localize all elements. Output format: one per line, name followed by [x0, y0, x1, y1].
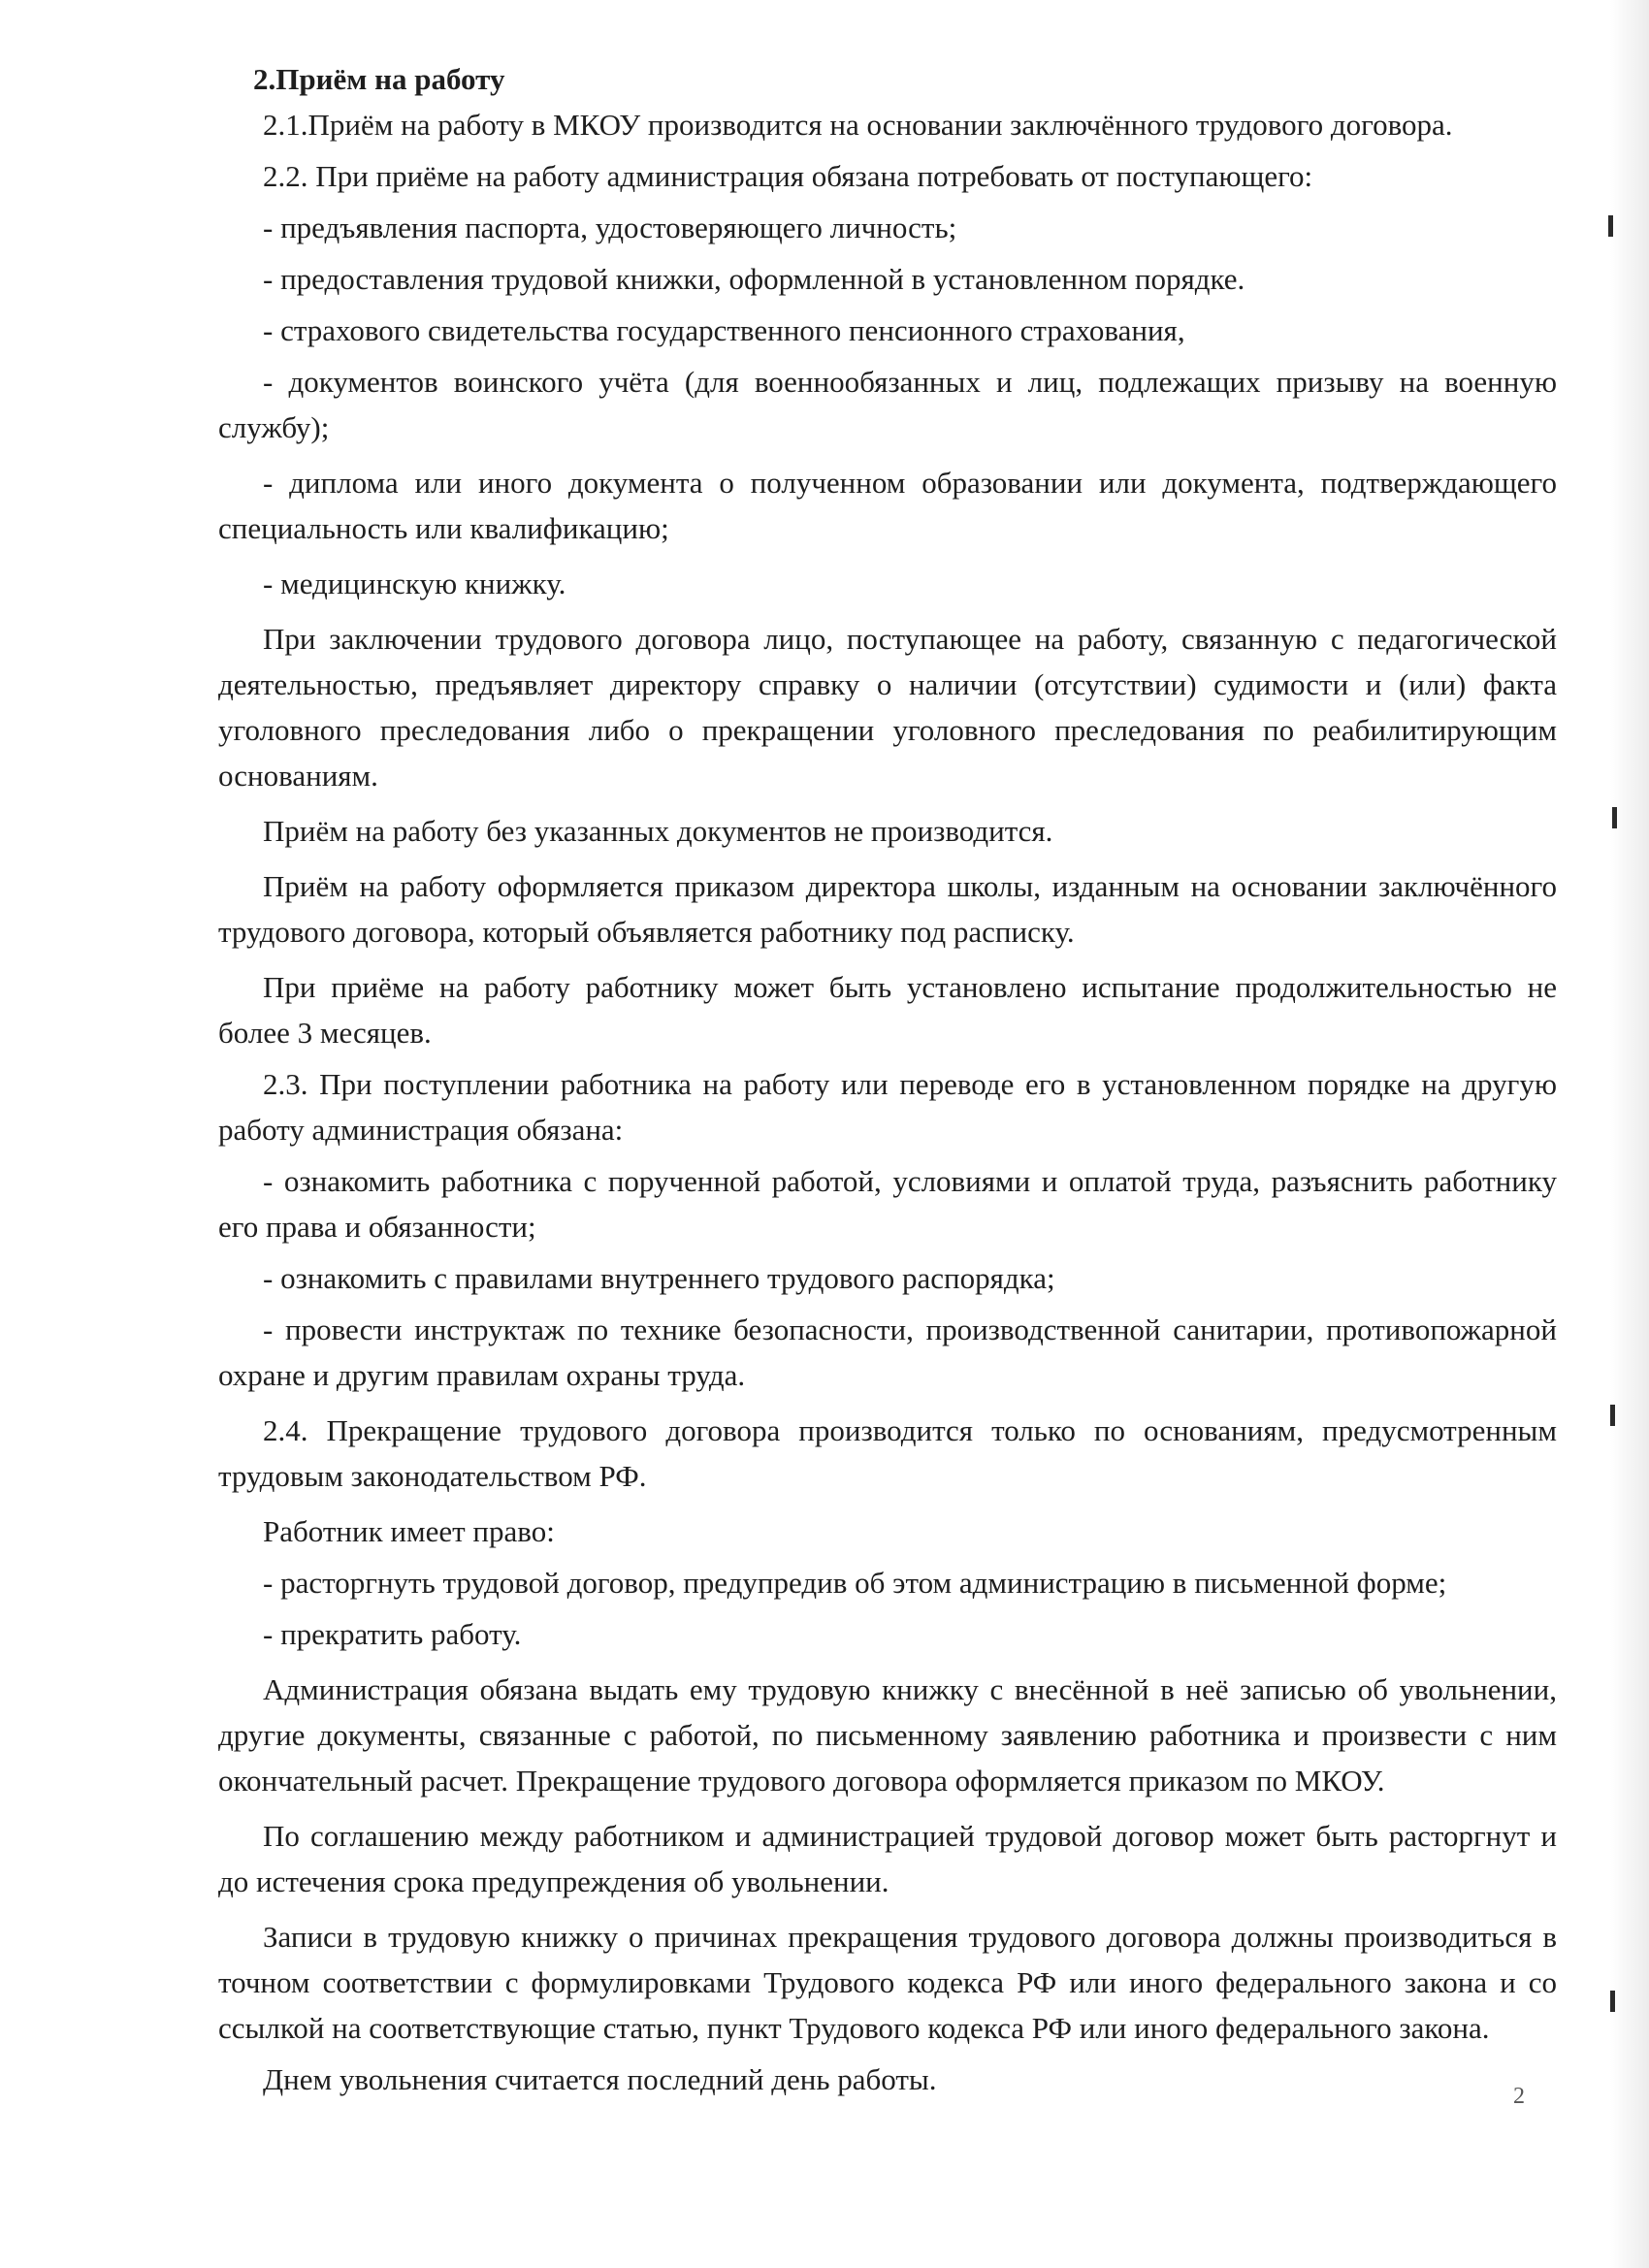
paragraph-criminal-record: При заключении трудового договора лицо, поступающее на работу, связанную с педагогической деятельностью, предъявляет директору справку о наличии (отсутствии) судимости и (или) факта уголовного преследования либо о прекращении уголовного преследования по реабилитирующим основаниям.: [218, 622, 1557, 793]
list-item-military: - документов воинского учёта (для военнообязанных и лиц, подлежащих призыву на военную службу);: [218, 365, 1557, 444]
section-heading: 2.Приём на работу: [253, 62, 505, 96]
scan-margin-mark: [1608, 215, 1613, 237]
page-number: 2: [1513, 2084, 1525, 2109]
list-item-acquaint-work: - ознакомить работника с порученной работой, условиями и оплатой труда, разъяснить работнику его права и обязанности;: [218, 1164, 1557, 1244]
paragraph-work-book-records: Записи в трудовую книжку о причинах прекращения трудового договора должны производиться в точном соответствии с формулировками Трудового кодекса РФ или иного федерального закона и со ссылкой на соответствующие статью, пункт Трудового кодекса РФ или иного федерального закона.: [218, 1920, 1557, 2045]
list-item-diploma: - диплома или иного документа о полученном образовании или документа, подтверждающего специальность или квалификацию;: [218, 466, 1557, 545]
list-item-internal-rules: - ознакомить с правилами внутреннего трудового распорядка;: [263, 1261, 1055, 1295]
scan-margin-mark: [1612, 807, 1617, 828]
paragraph-2-1: 2.1.Приём на работу в МКОУ производится на основании заключённого трудового договора.: [263, 108, 1453, 142]
paragraph-no-documents: Приём на работу без указанных документов не производится.: [263, 814, 1053, 848]
paragraph-employee-rights: Работник имеет право:: [263, 1514, 555, 1548]
paragraph-2-2: 2.2. При приёме на работу администрация обязана потребовать от поступающего:: [263, 159, 1313, 193]
paragraph-hiring-order: Приём на работу оформляется приказом директора школы, изданным на основании заключённого трудового договора, который объявляется работнику под расписку.: [218, 869, 1557, 949]
paragraph-mutual-agreement: По соглашению между работником и администрацией трудовой договор может быть расторгнут и до истечения срока предупреждения об увольнении.: [218, 1819, 1557, 1898]
scan-margin-mark: [1610, 1405, 1615, 1426]
document-page: [218, 56, 1557, 2112]
scan-edge-shadow: [1610, 0, 1649, 2268]
list-item-insurance: - страхового свидетельства государственного пенсионного страхования,: [263, 313, 1185, 347]
list-item-safety-briefing: - провести инструктаж по технике безопасности, производственной санитарии, противопожарной охране и другим правилам охраны труда.: [218, 1312, 1557, 1392]
scan-margin-mark: [1610, 1991, 1615, 2012]
list-item-medical-book: - медицинскую книжку.: [263, 567, 566, 600]
paragraph-probation: При приёме на работу работнику может быть установлено испытание продолжительностью не более 3 месяцев.: [218, 970, 1557, 1050]
paragraph-2-3: 2.3. При поступлении работника на работу или переводе его в установленном порядке на другую работу администрация обязана:: [218, 1067, 1557, 1147]
paragraph-2-4: 2.4. Прекращение трудового договора производится только по основаниям, предусмотренным трудовым законодательством РФ.: [218, 1413, 1557, 1493]
list-item-stop-work: - прекратить работу.: [263, 1617, 522, 1651]
list-item-passport: - предъявления паспорта, удостоверяющего личность;: [263, 211, 957, 244]
list-item-terminate-contract: - расторгнуть трудовой договор, предупредив об этом администрацию в письменной форме;: [263, 1566, 1447, 1600]
paragraph-dismissal-day: Днем увольнения считается последний день работы.: [263, 2062, 937, 2096]
list-item-work-book: - предоставления трудовой книжки, оформленной в установленном порядке.: [263, 262, 1245, 296]
paragraph-admin-obligation: Администрация обязана выдать ему трудовую книжку с внесённой в неё записью об увольнении, другие документы, связанные с работой, по письменному заявлению работника и произвести с ним окончательный расчет. Прекращение трудового договора оформляется приказом по МКОУ.: [218, 1672, 1557, 1798]
